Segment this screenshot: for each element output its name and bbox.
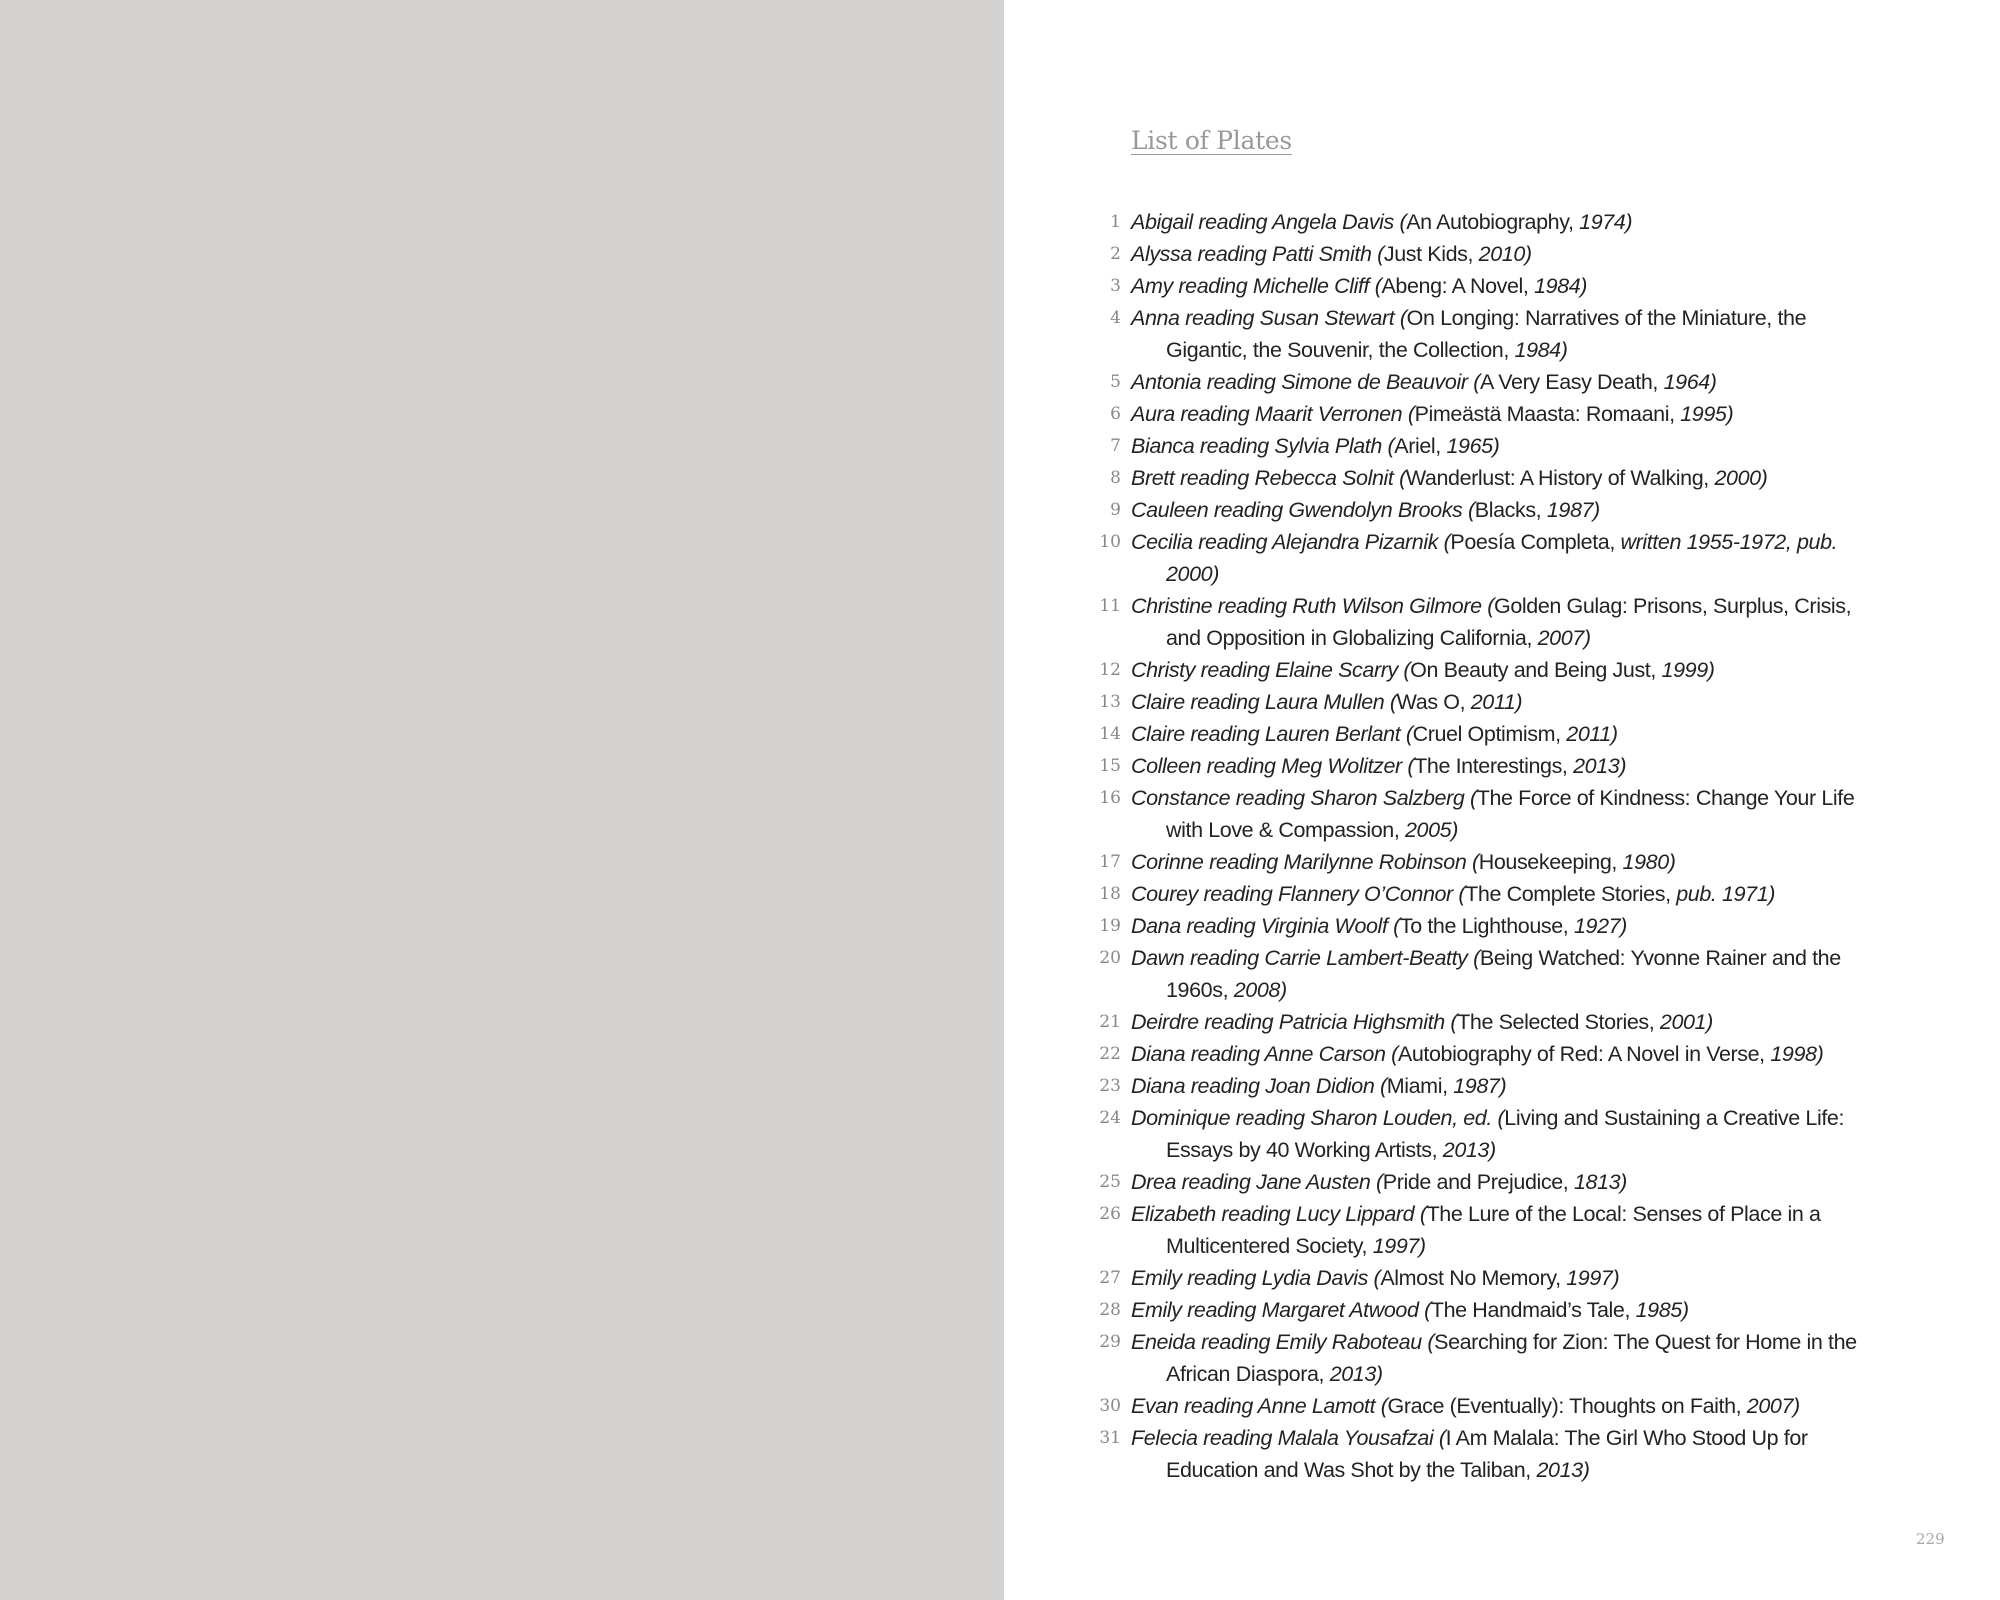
plate-book-title: Poesía Completa, bbox=[1450, 530, 1621, 554]
plate-number: 15 bbox=[1099, 756, 1121, 776]
plate-year: 1980) bbox=[1622, 850, 1676, 874]
plate-item bbox=[1064, 1294, 1864, 1326]
plate-entry bbox=[1131, 654, 1864, 686]
plate-book-title: On Longing: Narratives of the Miniature, the Gigantic, the Souvenir, the Collection, bbox=[1166, 306, 1807, 362]
plate-item bbox=[1064, 526, 1864, 590]
plate-entry bbox=[1131, 302, 1864, 366]
plate-reader: Claire reading Lauren Berlant bbox=[1131, 722, 1406, 746]
plate-number: 22 bbox=[1099, 1044, 1121, 1064]
plate-year: 2011) bbox=[1566, 722, 1618, 746]
plate-paren: ( bbox=[1399, 466, 1406, 490]
plate-reader: Diana reading Joan Didion bbox=[1131, 1074, 1380, 1098]
plate-number: 4 bbox=[1110, 308, 1121, 328]
plate-item bbox=[1064, 462, 1864, 494]
plate-year: 2011) bbox=[1470, 690, 1523, 714]
plate-reader: Courey reading Flannery O’Connor bbox=[1131, 882, 1459, 906]
plate-entry bbox=[1131, 718, 1864, 750]
plate-reader: Drea reading Jane Austen bbox=[1131, 1170, 1376, 1194]
plate-entry bbox=[1131, 1038, 1864, 1070]
plate-number: 3 bbox=[1110, 276, 1121, 296]
plate-entry bbox=[1131, 846, 1864, 878]
plate-entry bbox=[1131, 1198, 1864, 1262]
plate-reader: Cecilia reading Alejandra Pizarnik bbox=[1131, 530, 1444, 554]
plate-year: 1987) bbox=[1546, 498, 1600, 522]
plate-book-title: Cruel Optimism, bbox=[1412, 722, 1567, 746]
plate-entry bbox=[1131, 366, 1864, 398]
plate-item bbox=[1064, 1070, 1864, 1102]
plate-book-title: The Complete Stories, bbox=[1465, 882, 1677, 906]
plate-entry bbox=[1131, 270, 1864, 302]
plate-reader: Emily reading Margaret Atwood bbox=[1131, 1298, 1425, 1322]
plate-number: 18 bbox=[1099, 884, 1121, 904]
plate-entry bbox=[1131, 1326, 1864, 1390]
plate-paren: ( bbox=[1407, 754, 1415, 778]
plates-list bbox=[1064, 206, 1864, 1486]
plate-number: 1 bbox=[1110, 212, 1121, 232]
plate-number: 17 bbox=[1099, 852, 1121, 872]
plate-item bbox=[1064, 590, 1864, 654]
plate-year: 2013) bbox=[1536, 1458, 1590, 1482]
plate-entry bbox=[1131, 494, 1864, 526]
plate-entry bbox=[1131, 1166, 1864, 1198]
plate-item bbox=[1064, 430, 1864, 462]
plate-item bbox=[1064, 1038, 1864, 1070]
plate-year: 1984) bbox=[1514, 338, 1568, 362]
plate-paren: ( bbox=[1427, 1330, 1435, 1354]
plate-reader: Dominique reading Sharon Louden, ed. bbox=[1131, 1106, 1498, 1130]
plate-reader: Diana reading Anne Carson bbox=[1131, 1042, 1392, 1066]
plate-paren: ( bbox=[1470, 786, 1477, 810]
plate-paren: ( bbox=[1407, 402, 1415, 426]
plate-number: 29 bbox=[1099, 1332, 1121, 1352]
plate-reader: Dana reading Virginia Woolf bbox=[1131, 914, 1394, 938]
plate-year: 2013) bbox=[1442, 1138, 1496, 1162]
plate-book-title: Blacks, bbox=[1474, 498, 1547, 522]
plate-entry bbox=[1131, 430, 1864, 462]
plate-number: 8 bbox=[1110, 468, 1121, 488]
plate-paren: ( bbox=[1450, 1010, 1458, 1034]
plate-book-title: Grace (Eventually): Thoughts on Faith, bbox=[1387, 1394, 1747, 1418]
plate-reader: Claire reading Laura Mullen bbox=[1131, 690, 1390, 714]
plate-number: 24 bbox=[1099, 1108, 1121, 1128]
plate-paren: ( bbox=[1473, 946, 1480, 970]
plate-entry bbox=[1131, 1422, 1864, 1486]
plate-entry bbox=[1131, 398, 1864, 430]
plate-paren: ( bbox=[1377, 242, 1384, 266]
plate-reader: Emily reading Lydia Davis bbox=[1131, 1266, 1374, 1290]
plate-year: 2000) bbox=[1714, 466, 1768, 490]
plate-reader: Constance reading Sharon Salzberg bbox=[1131, 786, 1470, 810]
plate-book-title: Abeng: A Novel, bbox=[1381, 274, 1535, 298]
plate-book-title: Golden Gulag: Prisons, Surplus, Crisis, and Opposition in Globalizing California, bbox=[1166, 594, 1852, 650]
plate-reader: Evan reading Anne Lamott bbox=[1131, 1394, 1381, 1418]
plate-number: 30 bbox=[1099, 1396, 1121, 1416]
plate-reader: Amy reading Michelle Cliff bbox=[1131, 274, 1375, 298]
plate-paren: ( bbox=[1389, 690, 1397, 714]
plate-book-title: An Autobiography, bbox=[1406, 210, 1580, 234]
plate-reader: Anna reading Susan Stewart bbox=[1131, 306, 1400, 330]
right-page bbox=[1004, 0, 2000, 1600]
plate-book-title: Pride and Prejudice, bbox=[1382, 1170, 1574, 1194]
plate-paren: ( bbox=[1438, 1426, 1446, 1450]
plate-book-title: The Handmaid’s Tale, bbox=[1430, 1298, 1636, 1322]
plate-book-title: The Interestings, bbox=[1414, 754, 1574, 778]
plate-book-title: Searching for Zion: The Quest for Home in the African Diaspora, bbox=[1166, 1330, 1857, 1386]
plate-year: 1985) bbox=[1635, 1298, 1689, 1322]
plate-item bbox=[1064, 1422, 1864, 1486]
plate-paren: ( bbox=[1497, 1106, 1505, 1130]
plate-paren: ( bbox=[1443, 530, 1451, 554]
plate-book-title: A Very Easy Death, bbox=[1479, 370, 1664, 394]
plate-book-title: Being Watched: Yvonne Rainer and the 1960s, bbox=[1166, 946, 1841, 1002]
plate-book-title: Living and Sustaining a Creative Life: Essays by 40 Working Artists, bbox=[1166, 1106, 1845, 1162]
plate-paren: ( bbox=[1373, 1266, 1381, 1290]
plate-number: 11 bbox=[1099, 596, 1121, 616]
plate-year: 2001) bbox=[1659, 1010, 1713, 1034]
plate-number: 23 bbox=[1099, 1076, 1121, 1096]
plate-paren: ( bbox=[1424, 1298, 1431, 1322]
plate-number: 12 bbox=[1099, 660, 1121, 680]
plate-book-title: Just Kids, bbox=[1383, 242, 1479, 266]
plate-book-title: Autobiography of Red: A Novel in Verse, bbox=[1397, 1042, 1771, 1066]
plate-entry bbox=[1131, 206, 1864, 238]
plate-paren: ( bbox=[1379, 1074, 1387, 1098]
plate-number: 16 bbox=[1099, 788, 1121, 808]
plate-item bbox=[1064, 846, 1864, 878]
plate-book-title: The Force of Kindness: Change Your Life with Love & Compassion, bbox=[1166, 786, 1855, 842]
plate-paren: ( bbox=[1458, 882, 1466, 906]
plate-number: 9 bbox=[1110, 500, 1121, 520]
plate-year: 1984) bbox=[1534, 274, 1588, 298]
plate-reader: Dawn reading Carrie Lambert-Beatty bbox=[1131, 946, 1474, 970]
plate-book-title: Almost No Memory, bbox=[1380, 1266, 1567, 1290]
plate-entry bbox=[1131, 910, 1864, 942]
plate-year: 1997) bbox=[1372, 1234, 1426, 1258]
plate-paren: ( bbox=[1399, 210, 1407, 234]
plate-year: 1997) bbox=[1566, 1266, 1620, 1290]
plate-book-title: Was O, bbox=[1396, 690, 1471, 714]
plate-book-title: Wanderlust: A History of Walking, bbox=[1405, 466, 1715, 490]
plate-number: 31 bbox=[1099, 1428, 1121, 1448]
plate-entry bbox=[1131, 942, 1864, 1006]
plate-number: 20 bbox=[1099, 948, 1121, 968]
plate-item bbox=[1064, 1166, 1864, 1198]
plate-year: 1987) bbox=[1453, 1074, 1507, 1098]
plate-number: 13 bbox=[1099, 692, 1121, 712]
plate-entry bbox=[1131, 1102, 1864, 1166]
plate-entry bbox=[1131, 1294, 1864, 1326]
plate-item bbox=[1064, 878, 1864, 910]
plate-year: 2010) bbox=[1478, 242, 1532, 266]
plate-book-title: The Lure of the Local: Senses of Place in a Multicentered Society, bbox=[1166, 1202, 1821, 1258]
plate-year: pub. 1971) bbox=[1676, 882, 1776, 906]
plate-year: 1974) bbox=[1579, 210, 1633, 234]
plate-entry bbox=[1131, 526, 1864, 590]
plate-year: 1927) bbox=[1573, 914, 1627, 938]
plate-item bbox=[1064, 750, 1864, 782]
page-title: List of Plates bbox=[1131, 126, 1292, 155]
plate-entry bbox=[1131, 1070, 1864, 1102]
plate-book-title: Housekeeping, bbox=[1478, 850, 1623, 874]
plate-year: 1813) bbox=[1573, 1170, 1627, 1194]
plate-paren: ( bbox=[1387, 434, 1395, 458]
plate-item bbox=[1064, 654, 1864, 686]
plate-paren: ( bbox=[1403, 658, 1411, 682]
plate-paren: ( bbox=[1374, 274, 1382, 298]
plate-number: 28 bbox=[1099, 1300, 1121, 1320]
plate-reader: Eneida reading Emily Raboteau bbox=[1131, 1330, 1428, 1354]
plate-year: 1965) bbox=[1446, 434, 1500, 458]
plate-year: 2007) bbox=[1746, 1394, 1800, 1418]
plate-item bbox=[1064, 398, 1864, 430]
plate-entry bbox=[1131, 686, 1864, 718]
plate-entry bbox=[1131, 750, 1864, 782]
page-number: 229 bbox=[1916, 1530, 1945, 1548]
plate-year: 2013) bbox=[1329, 1362, 1383, 1386]
plate-item bbox=[1064, 302, 1864, 366]
plate-number: 19 bbox=[1099, 916, 1121, 936]
plate-book-title: The Selected Stories, bbox=[1457, 1010, 1660, 1034]
plate-item bbox=[1064, 238, 1864, 270]
plate-item bbox=[1064, 206, 1864, 238]
plate-item bbox=[1064, 910, 1864, 942]
plate-item bbox=[1064, 782, 1864, 846]
plate-paren: ( bbox=[1471, 850, 1479, 874]
plate-reader: Brett reading Rebecca Solnit bbox=[1131, 466, 1400, 490]
plate-number: 14 bbox=[1099, 724, 1121, 744]
plate-entry bbox=[1131, 1390, 1864, 1422]
plate-number: 25 bbox=[1099, 1172, 1121, 1192]
plate-book-title: Miami, bbox=[1386, 1074, 1454, 1098]
plate-entry bbox=[1131, 782, 1864, 846]
plate-number: 2 bbox=[1110, 244, 1121, 264]
plate-item bbox=[1064, 1326, 1864, 1390]
plate-reader: Bianca reading Sylvia Plath bbox=[1131, 434, 1388, 458]
plate-entry bbox=[1131, 462, 1864, 494]
plate-reader: Antonia reading Simone de Beauvoir bbox=[1131, 370, 1474, 394]
plate-entry bbox=[1131, 1006, 1864, 1038]
plate-item bbox=[1064, 686, 1864, 718]
plate-paren: ( bbox=[1393, 914, 1400, 938]
plate-item bbox=[1064, 1102, 1864, 1166]
plate-year: 1998) bbox=[1770, 1042, 1824, 1066]
plate-year: 1964) bbox=[1663, 370, 1717, 394]
plate-item bbox=[1064, 718, 1864, 750]
plate-year: 1995) bbox=[1680, 402, 1734, 426]
plate-paren: ( bbox=[1405, 722, 1413, 746]
plate-reader: Corinne reading Marilynne Robinson bbox=[1131, 850, 1472, 874]
plate-entry bbox=[1131, 1262, 1864, 1294]
plate-year: written 1955-1972, pub. 2000) bbox=[1166, 530, 1838, 586]
plate-paren: ( bbox=[1399, 306, 1407, 330]
plate-reader: Deirdre reading Patricia Highsmith bbox=[1131, 1010, 1451, 1034]
plate-item bbox=[1064, 1390, 1864, 1422]
plate-paren: ( bbox=[1375, 1170, 1383, 1194]
plate-paren: ( bbox=[1419, 1202, 1427, 1226]
plate-paren: ( bbox=[1380, 1394, 1388, 1418]
plate-reader: Abigail reading Angela Davis bbox=[1131, 210, 1400, 234]
plate-year: 2005) bbox=[1404, 818, 1458, 842]
plate-paren: ( bbox=[1467, 498, 1475, 522]
plate-paren: ( bbox=[1487, 594, 1494, 618]
plate-year: 2007) bbox=[1537, 626, 1591, 650]
plate-number: 7 bbox=[1110, 436, 1121, 456]
plate-reader: Christine reading Ruth Wilson Gilmore bbox=[1131, 594, 1488, 618]
plate-reader: Felecia reading Malala Yousafzai bbox=[1131, 1426, 1439, 1450]
plate-paren: ( bbox=[1473, 370, 1480, 394]
plate-number: 26 bbox=[1099, 1204, 1121, 1224]
plate-item bbox=[1064, 366, 1864, 398]
plate-year: 2008) bbox=[1233, 978, 1287, 1002]
plate-reader: Christy reading Elaine Scarry bbox=[1131, 658, 1404, 682]
plate-reader: Aura reading Maarit Verronen bbox=[1131, 402, 1408, 426]
plate-reader: Elizabeth reading Lucy Lippard bbox=[1131, 1202, 1420, 1226]
plate-number: 21 bbox=[1099, 1012, 1121, 1032]
plate-item bbox=[1064, 1006, 1864, 1038]
plate-book-title: On Beauty and Being Just, bbox=[1410, 658, 1662, 682]
plate-number: 5 bbox=[1110, 372, 1121, 392]
plate-book-title: Ariel, bbox=[1394, 434, 1447, 458]
plate-entry bbox=[1131, 238, 1864, 270]
plate-reader: Alyssa reading Patti Smith bbox=[1131, 242, 1378, 266]
plate-entry bbox=[1131, 590, 1864, 654]
plate-item bbox=[1064, 270, 1864, 302]
plate-year: 2013) bbox=[1573, 754, 1627, 778]
plate-item bbox=[1064, 1262, 1864, 1294]
plate-entry bbox=[1131, 878, 1864, 910]
plate-number: 27 bbox=[1099, 1268, 1121, 1288]
plate-number: 6 bbox=[1110, 404, 1121, 424]
plate-book-title: Pimeästä Maasta: Romaani, bbox=[1414, 402, 1681, 426]
plate-reader: Cauleen reading Gwendolyn Brooks bbox=[1131, 498, 1468, 522]
plate-number: 10 bbox=[1099, 532, 1121, 552]
plate-item bbox=[1064, 494, 1864, 526]
plate-reader: Colleen reading Meg Wolitzer bbox=[1131, 754, 1408, 778]
plate-item bbox=[1064, 942, 1864, 1006]
plate-paren: ( bbox=[1391, 1042, 1398, 1066]
plate-book-title: To the Lighthouse, bbox=[1399, 914, 1574, 938]
plate-book-title: I Am Malala: The Girl Who Stood Up for Education and Was Shot by the Taliban, bbox=[1166, 1426, 1808, 1482]
plate-item bbox=[1064, 1198, 1864, 1262]
plate-year: 1999) bbox=[1661, 658, 1715, 682]
